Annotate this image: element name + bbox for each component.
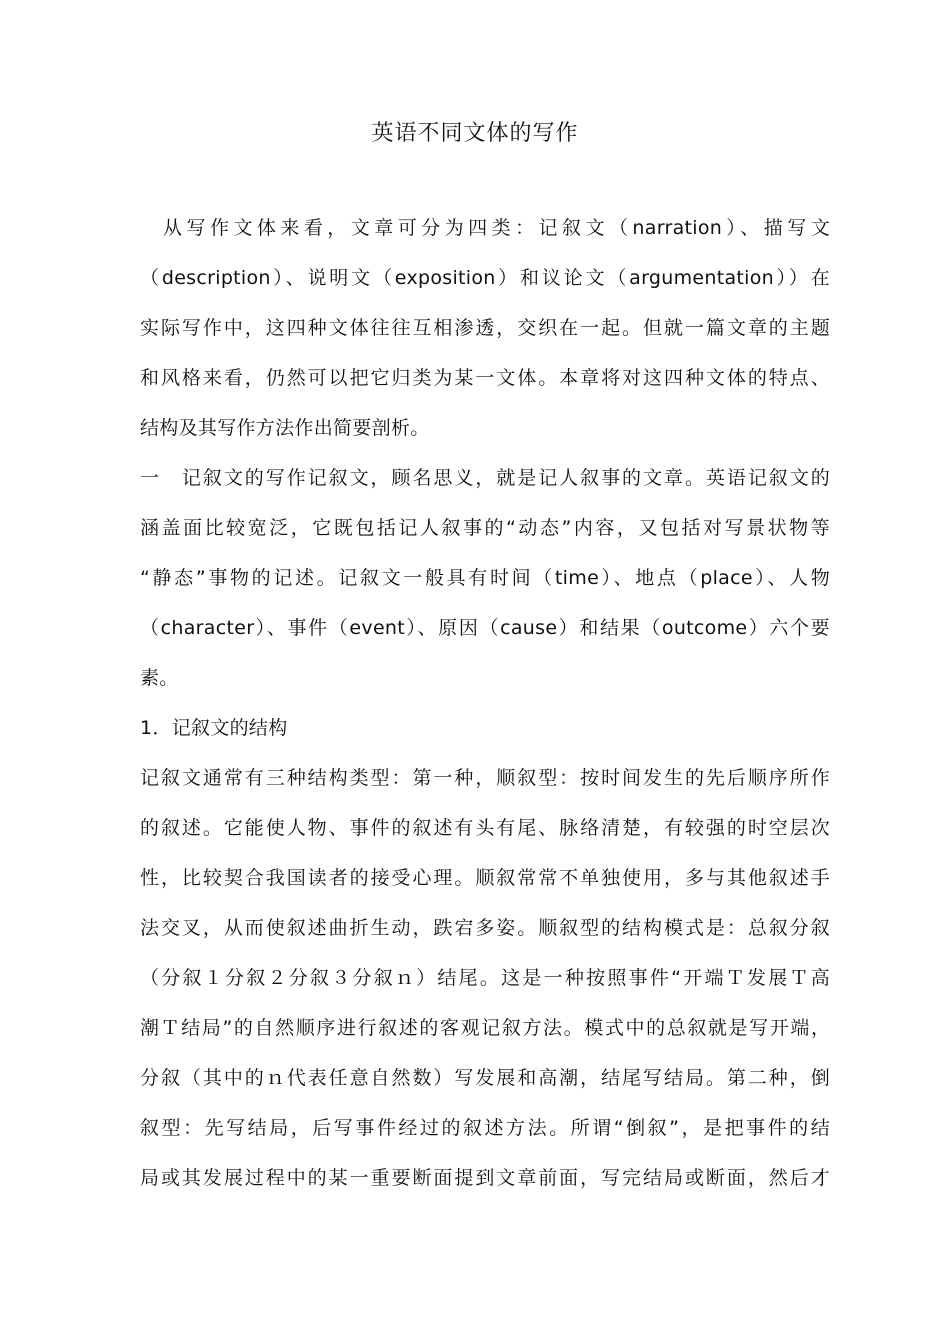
paragraph-line: 素。 <box>140 667 179 689</box>
paragraph-line: 叙型：先写结局，后写事件经过的叙述方法。所谓“倒叙”，是把事件的结 <box>140 1117 830 1139</box>
paragraph-line: 记叙文通常有三种结构类型：第一种，顺叙型：按时间发生的先后顺序所作 <box>140 767 830 789</box>
paragraph-line: 实际写作中，这四种文体往往互相渗透，交织在一起。但就一篇文章的主题 <box>140 317 830 339</box>
paragraph-line: 和风格来看，仍然可以把它归类为某一文体。本章将对这四种文体的特点、 <box>140 367 830 389</box>
paragraph-line: （description）、说明文（exposition）和议论文（argumentation））在 <box>140 267 830 289</box>
paragraph-line: 潮Ｔ结局”的自然顺序进行叙述的客观记叙方法。模式中的总叙就是写开端， <box>140 1017 830 1039</box>
paragraph-line: 分叙（其中的ｎ代表任意自然数）写发展和高潮，结尾写结局。第二种，倒 <box>140 1067 830 1089</box>
paragraph-line: 结构及其写作方法作出简要剖析。 <box>140 417 430 439</box>
subsection-heading: 1．记叙文的结构 <box>140 717 288 739</box>
paragraph-line: 涵盖面比较宽泛，它既包括记人叙事的“动态”内容，又包括对写景状物等 <box>140 517 830 539</box>
paragraph-line: “静态”事物的记述。记叙文一般具有时间（time）、地点（place）、人物 <box>140 567 830 589</box>
paragraph-line: 从写作文体来看，文章可分为四类：记叙文（narration）、描写文 <box>163 217 830 239</box>
paragraph-line: 局或其发展过程中的某一重要断面提到文章前面，写完结局或断面，然后才 <box>140 1167 830 1189</box>
document-title: 英语不同文体的写作 <box>371 121 579 146</box>
paragraph-line: （character）、事件（event）、原因（cause）和结果（outcome）六个要 <box>140 617 830 639</box>
document-body <box>140 210 830 1210</box>
paragraph-line: （分叙１分叙２分叙３分叙ｎ）结尾。这是一种按照事件“开端Ｔ发展Ｔ高 <box>140 967 830 989</box>
paragraph-line: 法交叉，从而使叙述曲折生动，跌宕多姿。顺叙型的结构模式是：总叙分叙 <box>140 917 830 939</box>
paragraph-line: 的叙述。它能使人物、事件的叙述有头有尾、脉络清楚，有较强的时空层次 <box>140 817 830 839</box>
paragraph-line: 性，比较契合我国读者的接受心理。顺叙常常不单独使用，多与其他叙述手 <box>140 867 830 889</box>
section-heading-line: 一 记叙文的写作记叙文，顾名思义，就是记人叙事的文章。英语记叙文的 <box>140 467 830 489</box>
